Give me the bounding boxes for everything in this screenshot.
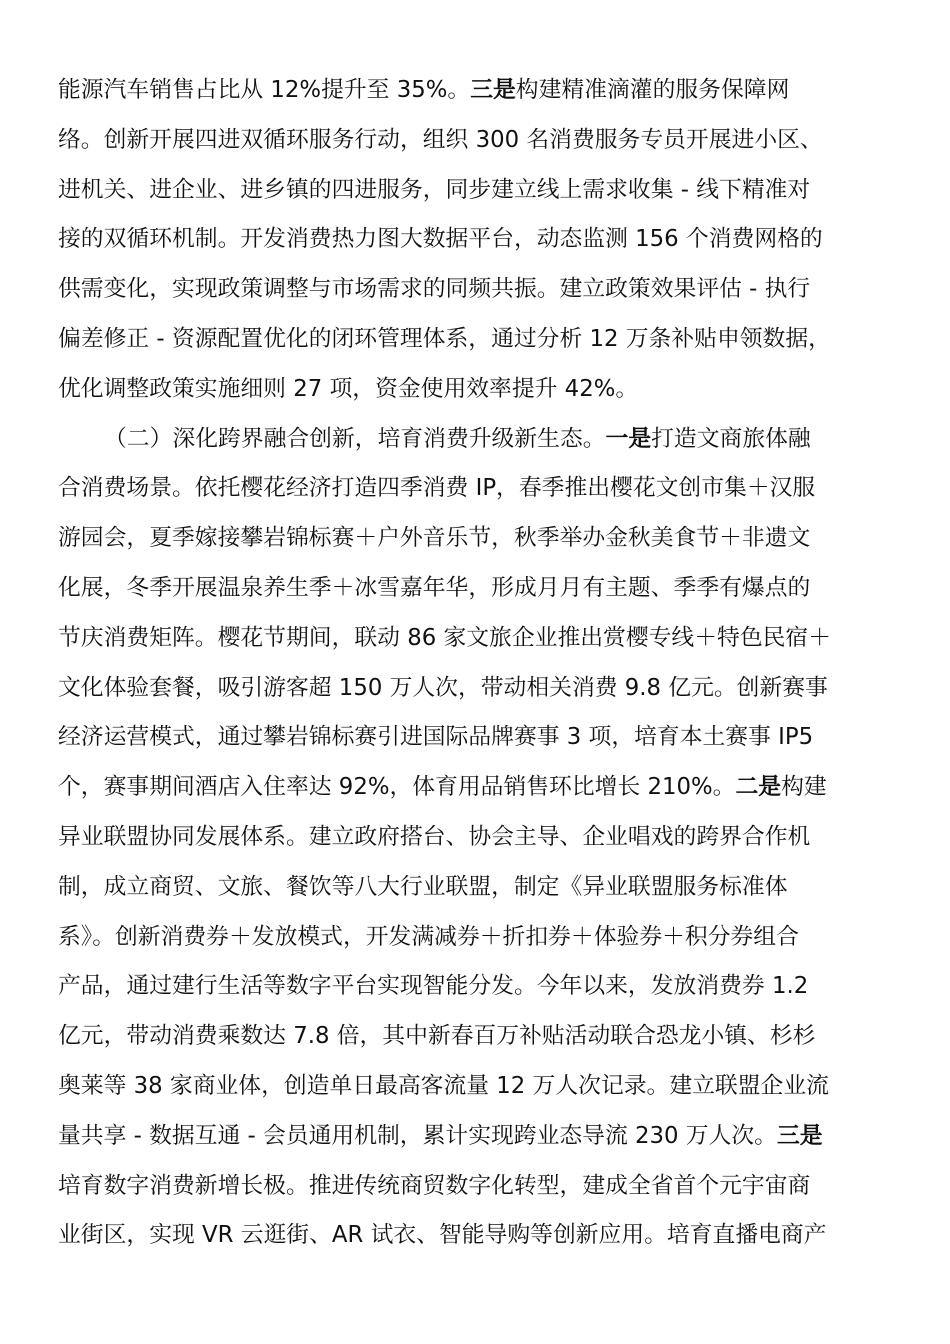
text-run: 奥莱等 38 家商业体，创造单日最高客流量 12 万人次记录。建立联盟企业流 [58, 1072, 829, 1099]
text-run: 偏差修正 - 资源配置优化的闭环管理体系，通过分析 12 万条补贴申领数据， [58, 325, 831, 352]
emphasis-text: 一是 [605, 425, 652, 452]
text-line [58, 514, 890, 564]
text-run: 文化体验套餐，吸引游客超 150 万人次，带动相关消费 9.8 亿元。创新赛事 [58, 674, 828, 701]
emphasis-text: 三是 [776, 1122, 823, 1149]
text-line [58, 415, 890, 465]
text-line [58, 913, 890, 963]
document-body-text [58, 66, 890, 1261]
text-line [58, 66, 890, 116]
text-run: 构建精准滴灌的服务保障网 [515, 77, 790, 103]
text-line [58, 564, 890, 614]
text-line [58, 1211, 890, 1261]
text-line [58, 215, 890, 265]
text-line [58, 664, 890, 714]
text-line [58, 315, 890, 365]
text-run: 供需变化，实现政策调整与市场需求的同频共振。建立政策效果评估 - 执行 [58, 276, 811, 303]
text-run: 构建 [781, 774, 827, 801]
text-line [58, 863, 890, 913]
text-run: 化展，冬季开展温泉养生季＋冰雪嘉年华，形成月月有主题、季季有爆点的 [58, 574, 811, 601]
text-line [58, 1062, 890, 1112]
text-line [58, 614, 890, 664]
emphasis-text: 二是 [735, 774, 782, 801]
text-run: 经济运营模式，通过攀岩锦标赛引进国际品牌赛事 3 项，培育本土赛事 IP5 [58, 724, 814, 751]
text-line [58, 265, 890, 315]
text-line [58, 713, 890, 763]
text-run: 络。创新开展四进双循环服务行动，组织 300 名消费服务专员开展进小区、 [58, 126, 823, 153]
emphasis-text: 三是 [470, 77, 516, 103]
text-line [58, 365, 890, 415]
text-line [58, 116, 890, 166]
text-run: 接的双循环机制。开发消费热力图大数据平台，动态监测 156 个消费网格的 [58, 226, 823, 253]
text-line [58, 763, 890, 813]
text-line [58, 1112, 890, 1162]
text-run: 进机关、进企业、进乡镇的四进服务，同步建立线上需求收集 - 线下精准对 [58, 176, 811, 203]
text-run: 量共享 - 数据互通 - 会员通用机制，累计实现跨业态导流 230 万人次。 [58, 1122, 777, 1149]
text-run: 产品，通过建行生活等数字平台实现智能分发。今年以来，发放消费券 1.2 [58, 973, 809, 1000]
text-line [58, 1162, 890, 1212]
text-line [58, 962, 890, 1012]
text-run: 系》。创新消费券＋发放模式，开发满减券＋折扣券＋体验券＋积分券组合 [58, 923, 799, 950]
text-run: 个，赛事期间酒店入住率达 92%，体育用品销售环比增长 210%。 [58, 774, 736, 801]
text-run: 游园会，夏季嫁接攀岩锦标赛＋户外音乐节，秋季举办金秋美食节＋非遗文 [58, 525, 811, 552]
text-line [58, 166, 890, 216]
text-run: 培育数字消费新增长极。推进传统商贸数字化转型，建成全省首个元宇宙商 [58, 1172, 811, 1199]
text-run: 亿元，带动消费乘数达 7.8 倍，其中新春百万补贴活动联合恐龙小镇、杉杉 [58, 1023, 816, 1050]
text-run: 优化调整政策实施细则 27 项，资金使用效率提升 42%。 [58, 375, 639, 402]
text-run: 节庆消费矩阵。樱花节期间，联动 86 家文旅企业推出赏樱专线＋特色民宿＋ [58, 624, 832, 651]
text-run: 打造文商旅体融 [651, 425, 811, 452]
text-run: 业街区，实现 VR 云逛街、AR 试衣、智能导购等创新应用。培育直播电商产 [58, 1222, 827, 1249]
text-run: 能源汽车销售占比从 12%提升至 35%。 [58, 77, 471, 103]
text-run: 异业联盟协同发展体系。建立政府搭台、协会主导、企业唱戏的跨界合作机 [58, 823, 811, 850]
text-line [58, 464, 890, 514]
text-run: 制，成立商贸、文旅、餐饮等八大行业联盟，制定《异业联盟服务标准体 [58, 873, 788, 900]
text-run: 合消费场景。依托樱花经济打造四季消费 IP，春季推出樱花文创市集＋汉服 [58, 475, 816, 502]
text-line [58, 1012, 890, 1062]
text-run: （二）深化跨界融合创新，培育消费升级新生态。 [104, 425, 606, 452]
text-line [58, 813, 890, 863]
